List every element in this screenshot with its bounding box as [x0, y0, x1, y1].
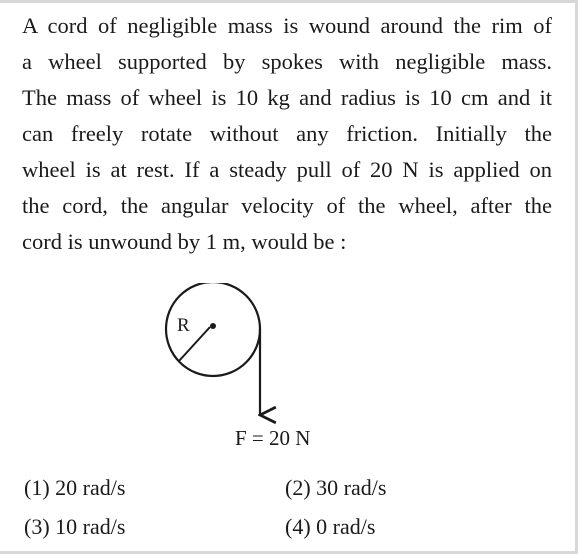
option-1[interactable] — [24, 475, 125, 501]
option-number: (4) — [285, 514, 311, 539]
wheel-center-dot — [210, 323, 216, 329]
question-line: a wheel supported by spokes with negligible mass. — [22, 49, 552, 74]
option-2[interactable] — [285, 475, 386, 501]
option-number: (3) — [24, 514, 50, 539]
question-line: The mass of wheel is 10 kg and radius is 10 cm and it — [22, 85, 552, 110]
option-text: 20 rad/s — [55, 475, 126, 500]
option-4[interactable] — [285, 514, 375, 540]
option-text: 10 rad/s — [55, 514, 126, 539]
question-line: cord is unwound by 1 m, would be : — [22, 229, 347, 254]
option-number: (1) — [24, 475, 50, 500]
radius-label: R — [177, 315, 190, 336]
option-3[interactable] — [24, 514, 125, 540]
force-label: F = 20 N — [235, 426, 311, 450]
question-text — [22, 8, 552, 260]
question-line: the cord, the angular velocity of the wheel, after the — [22, 193, 552, 218]
question-line: wheel is at rest. If a steady pull of 20 N is applied on — [22, 157, 552, 182]
question-line: can freely rotate without any friction. Initially the — [22, 121, 552, 146]
option-text: 30 rad/s — [316, 475, 387, 500]
question-line: A cord of negligible mass is wound around the rim of — [22, 13, 552, 38]
wheel-diagram — [155, 283, 355, 453]
option-text: 0 rad/s — [316, 514, 376, 539]
option-number: (2) — [285, 475, 311, 500]
